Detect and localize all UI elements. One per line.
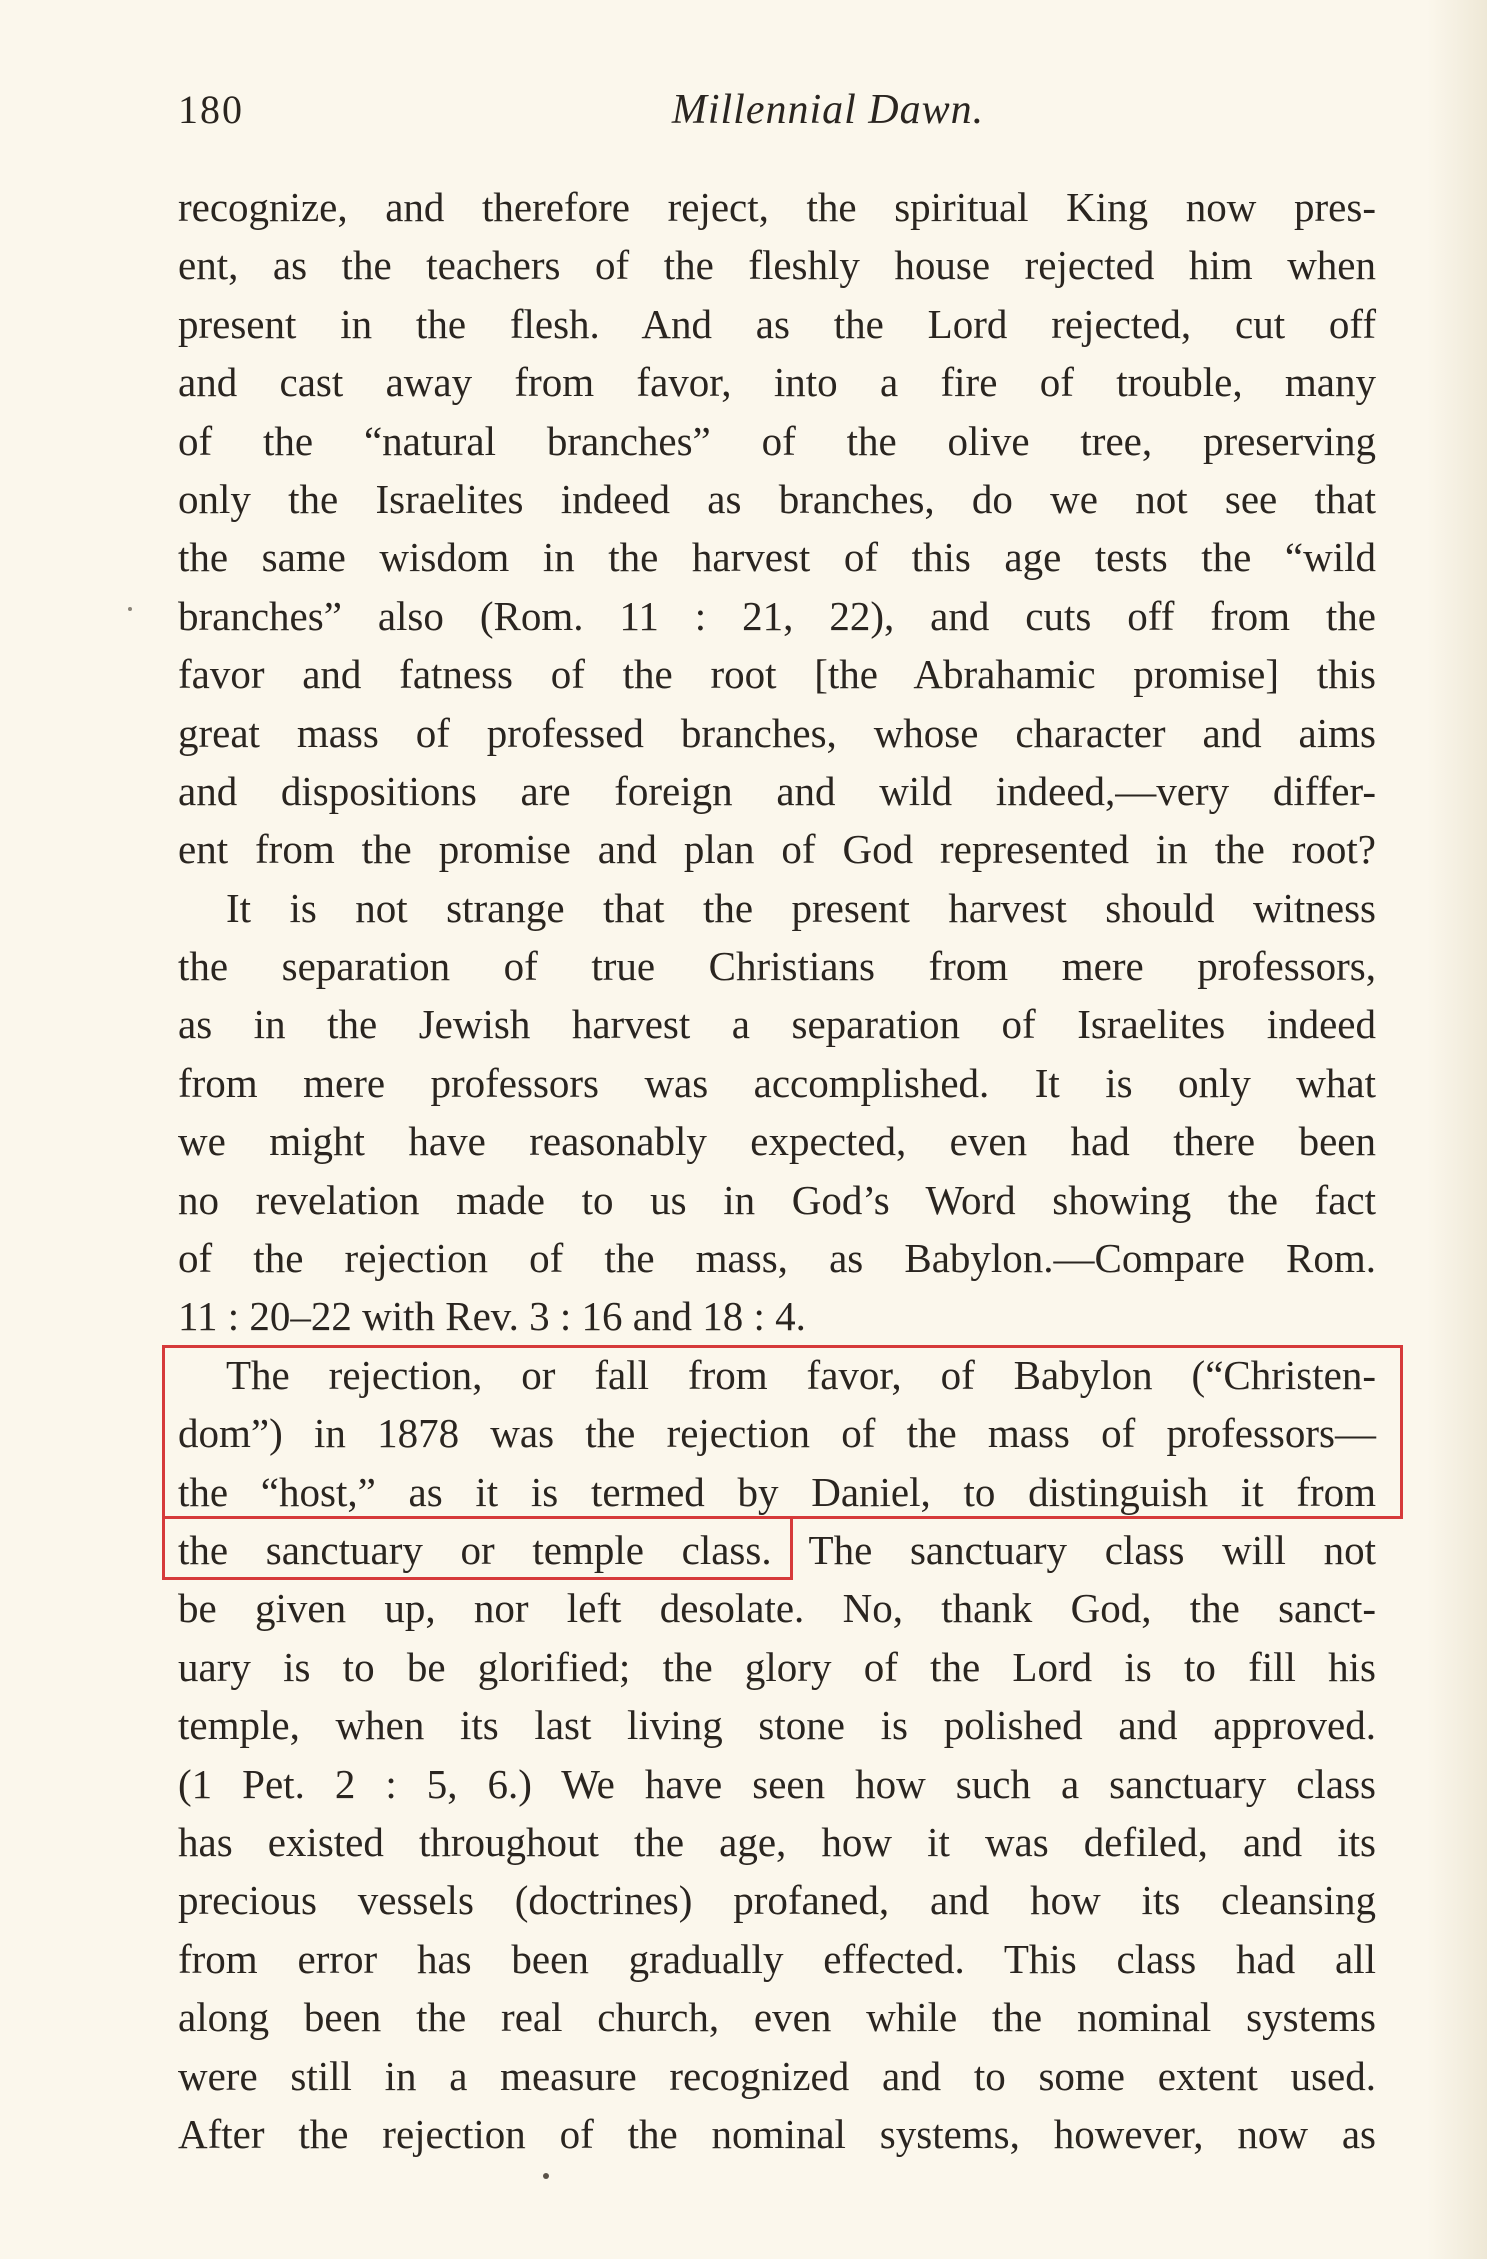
text-line: as in the Jewish harvest a separation of Israelites indeed: [178, 1001, 1376, 1048]
page-header: [178, 86, 1378, 146]
text-line: After the rejection of the nominal systems, however, now as: [178, 2110, 1376, 2157]
text-line: of the “natural branches” of the olive tree, preserving: [178, 417, 1376, 464]
text-line: along been the real church, even while the nominal systems: [178, 1994, 1376, 2041]
text-line: dom”) in 1878 was the rejection of the mass of professors—: [178, 1410, 1376, 1457]
text-line: branches” also (Rom. 11 : 21, 22), and cuts off from the: [178, 592, 1376, 639]
text-line: the separation of true Christians from mere professors,: [178, 943, 1376, 990]
text-line: recognize, and therefore reject, the spiritual King now pres-: [178, 184, 1376, 230]
page-number: 180: [178, 87, 244, 132]
text-line: favor and fatness of the root [the Abrahamic promise] this: [178, 651, 1376, 698]
body-text: [178, 178, 1376, 2163]
paragraph-start-line: The rejection, or fall from favor, of Babylon (“Christen-: [226, 1351, 1376, 1398]
text-line: great mass of professed branches, whose character and aims: [178, 709, 1376, 756]
text-line: has existed throughout the age, how it was defiled, and its: [178, 1818, 1376, 1865]
text-line: ent from the promise and plan of God represented in the root?: [178, 826, 1376, 873]
text-line: uary is to be glorified; the glory of the Lord is to fill his: [178, 1643, 1376, 1690]
text-line: the same wisdom in the harvest of this age tests the “wild: [178, 534, 1376, 581]
text-line: and dispositions are foreign and wild indeed,—very differ-: [178, 767, 1376, 814]
text-line: of the rejection of the mass, as Babylon.—Compare Rom.: [178, 1235, 1376, 1282]
ink-speck: [543, 2173, 549, 2179]
ink-speck: [128, 607, 132, 611]
running-title: Millennial Dawn.: [671, 87, 985, 133]
text-line: ent, as the teachers of the fleshly house rejected him when: [178, 242, 1376, 289]
text-line: from mere professors was accomplished. It is only what: [178, 1059, 1376, 1106]
paragraph-start-line: It is not strange that the present harvest should witness: [226, 884, 1376, 931]
text-line: present in the flesh. And as the Lord rejected, cut off: [178, 300, 1376, 347]
text-line: no revelation made to us in God’s Word showing the fact: [178, 1176, 1376, 1223]
text-line: temple, when its last living stone is polished and approved.: [178, 1702, 1376, 1749]
text-line: we might have reasonably expected, even had there been: [178, 1118, 1376, 1165]
text-line: be given up, nor left desolate. No, thank God, the sanct-: [178, 1585, 1376, 1632]
text-line: were still in a measure recognized and to some extent used.: [178, 2052, 1376, 2099]
text-line: (1 Pet. 2 : 5, 6.) We have seen how such a sanctuary class: [178, 1760, 1376, 1807]
text-line: precious vessels (doctrines) profaned, and how its cleansing: [178, 1877, 1376, 1924]
text-line: only the Israelites indeed as branches, do we not see that: [178, 475, 1376, 522]
text-line: the “host,” as it is termed by Daniel, to distinguish it from: [178, 1468, 1376, 1515]
page-edge-shade: [1427, 0, 1487, 2259]
text-line: the sanctuary or temple class. The sanctuary class will not: [178, 1526, 1376, 1573]
text-line: from error has been gradually effected. This class had all: [178, 1935, 1376, 1982]
text-line: 11 : 20–22 with Rev. 3 : 16 and 18 : 4.: [178, 1293, 806, 1340]
text-line: and cast away from favor, into a fire of trouble, many: [178, 359, 1376, 406]
